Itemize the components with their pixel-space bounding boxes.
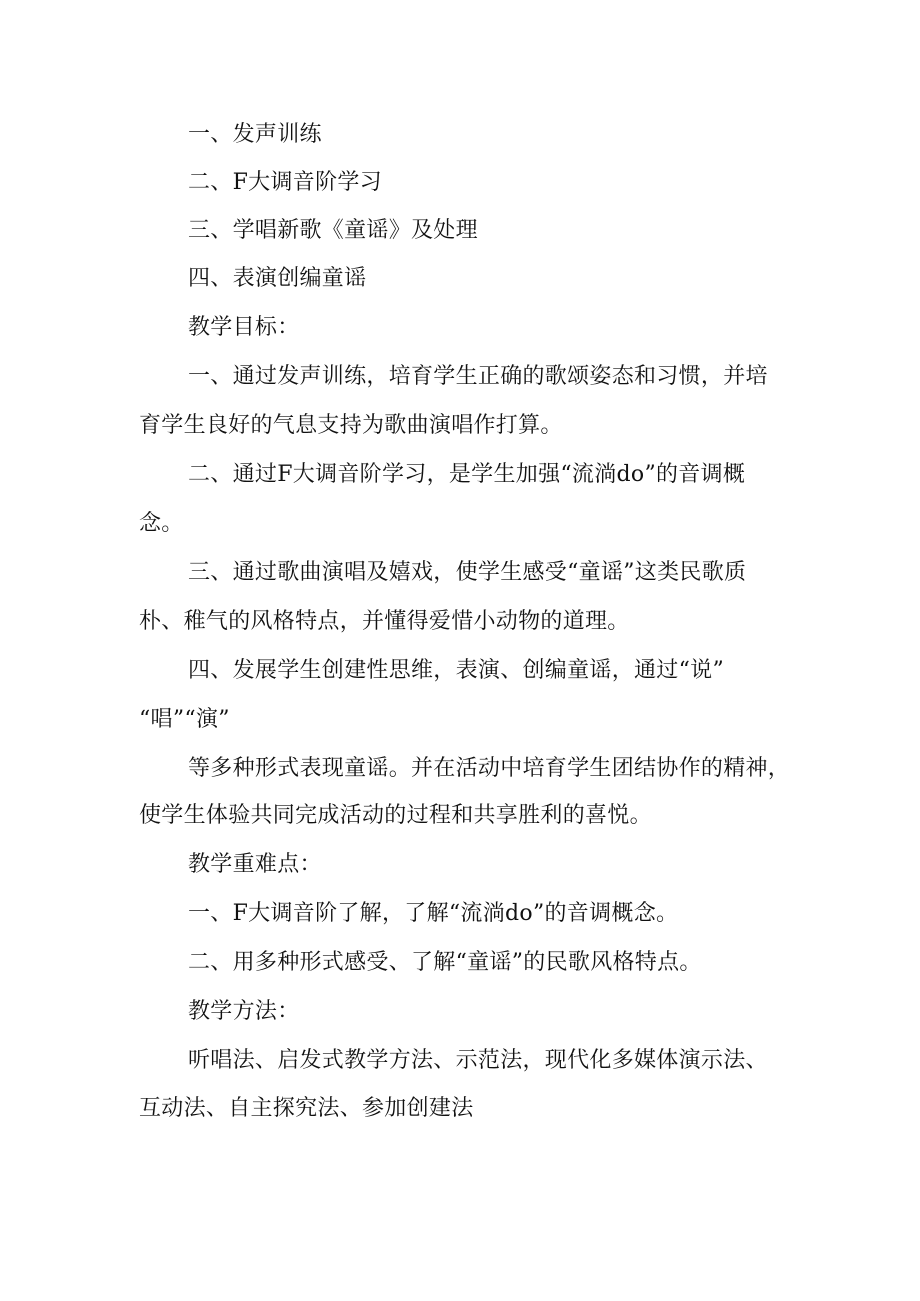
goal-1-line-2: 育学生良好的气息支持为歌曲演唱作打算。 <box>139 413 563 438</box>
goal-2-line-2: 念。 <box>139 511 184 536</box>
section-heading-goals: 教学目标： <box>188 315 300 340</box>
outline-item-1: 一、发声训练 <box>188 122 322 147</box>
methods-line-2: 互动法、自主探究法、参加创建法 <box>139 1096 474 1121</box>
key-point-1: 一、F大调音阶了解，了解“流淌do”的音调概念。 <box>188 901 679 926</box>
key-point-2: 二、用多种形式感受、了解“童谣”的民歌风格特点。 <box>188 950 702 975</box>
goal-4-line-1: 四、发展学生创建性思维，表演、创编童谣，通过“说” <box>188 658 724 683</box>
goal-2-line-1: 二、通过F大调音阶学习，是学生加强“流淌do”的音调概 <box>188 462 746 487</box>
goal-3-line-2: 朴、稚气的风格特点，并懂得爱惜小动物的道理。 <box>139 609 630 634</box>
outline-item-3: 三、学唱新歌《童谣》及处理 <box>188 218 478 243</box>
goal-1-line-1: 一、通过发声训练，培育学生正确的歌颂姿态和习惯，并培 <box>188 364 768 389</box>
section-heading-key-points: 教学重难点： <box>188 852 322 877</box>
goal-3-line-1: 三、通过歌曲演唱及嬉戏，使学生感受“童谣”这类民歌质 <box>188 560 747 585</box>
outline-item-2: 二、F大调音阶学习 <box>188 170 382 195</box>
goal-4-line-2: “唱”“演” <box>139 707 230 732</box>
methods-line-1: 听唱法、启发式教学方法、示范法，现代化多媒体演示法、 <box>188 1048 768 1073</box>
goal-4-line-3: 等多种形式表现童谣。并在活动中培育学生团结协作的精神， <box>188 756 791 781</box>
outline-item-4: 四、表演创编童谣 <box>188 266 367 291</box>
section-heading-methods: 教学方法： <box>188 999 300 1024</box>
goal-4-line-4: 使学生体验共同完成活动的过程和共享胜利的喜悦。 <box>139 803 652 828</box>
